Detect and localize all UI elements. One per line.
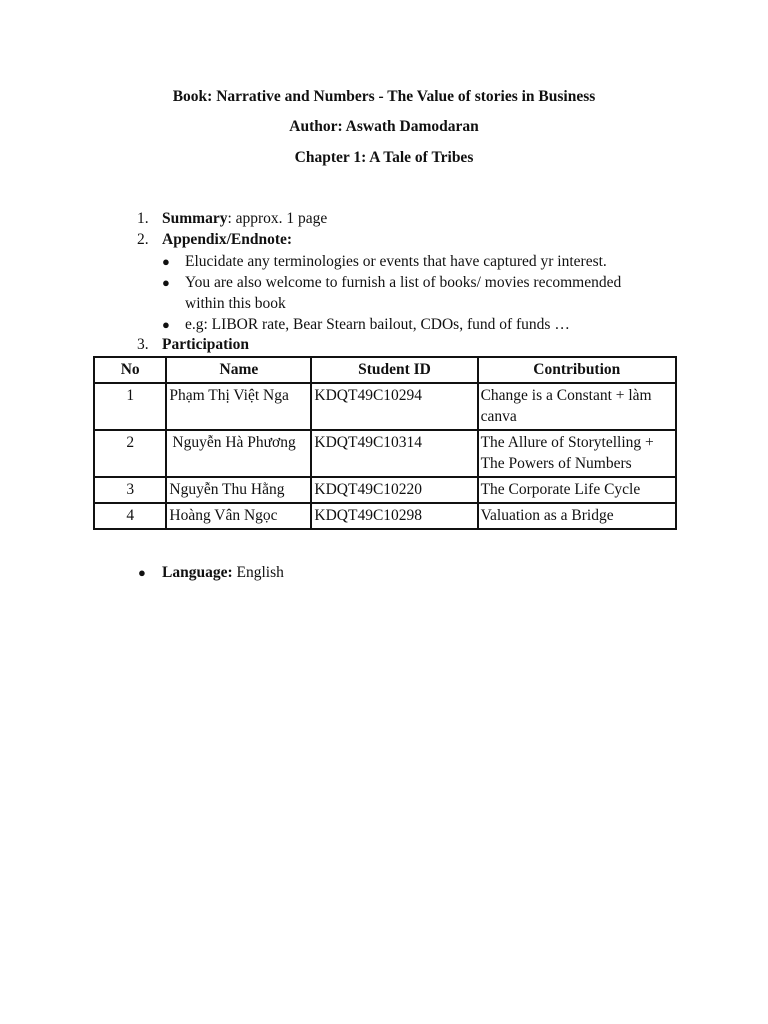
list-number: 3. [137, 336, 149, 353]
author-line: Author: Aswath Damodaran [289, 118, 479, 135]
bullet-item [162, 314, 662, 335]
header-name: Name [166, 357, 311, 383]
bullet-dot-icon: ● [162, 317, 170, 332]
list-item-participation [137, 335, 249, 355]
header-student-id: Student ID [311, 357, 477, 383]
bullet-text: e.g: LIBOR rate, Bear Stearn bailout, CDOs, fund of funds … [185, 316, 570, 333]
header-contribution: Contribution [478, 357, 676, 383]
table-row [94, 430, 676, 477]
table-header-row [94, 357, 676, 383]
table-row [94, 383, 676, 430]
cell-contribution: The Allure of Storytelling + The Powers of Numbers [478, 430, 676, 477]
summary-label: Summary [162, 210, 228, 227]
cell-name: Nguyễn Thu Hằng [166, 477, 311, 503]
participation-table [93, 356, 677, 530]
table-row [94, 503, 676, 529]
summary-text: : approx. 1 page [227, 210, 328, 227]
language-label: Language: [162, 564, 233, 581]
list-item-summary [137, 209, 327, 229]
bullet-item [162, 251, 662, 272]
list-item-appendix [137, 230, 292, 250]
cell-no: 1 [94, 383, 166, 430]
cell-no: 4 [94, 503, 166, 529]
cell-contribution: The Corporate Life Cycle [478, 477, 676, 503]
cell-student-id: KDQT49C10294 [311, 383, 477, 430]
book-title: Book: Narrative and Numbers - The Value of stories in Business [172, 88, 596, 105]
cell-contribution: Valuation as a Bridge [478, 503, 676, 529]
cell-no: 2 [94, 430, 166, 477]
cell-no: 3 [94, 477, 166, 503]
list-number: 2. [137, 231, 149, 248]
bullet-dot-icon: ● [162, 254, 170, 269]
participation-label: Participation [162, 336, 249, 353]
table-row [94, 477, 676, 503]
cell-name: Phạm Thị Việt Nga [166, 383, 311, 430]
cell-contribution: Change is a Constant + làm canva [478, 383, 676, 430]
bullet-dot-icon: ● [138, 565, 146, 580]
bullet-dot-icon: ● [162, 275, 170, 290]
bullet-text: Elucidate any terminologies or events that have captured yr interest. [185, 253, 607, 270]
bullet-item [162, 272, 642, 314]
cell-student-id: KDQT49C10220 [311, 477, 477, 503]
language-line [138, 562, 284, 583]
cell-name: Nguyễn Hà Phương [166, 430, 311, 477]
list-number: 1. [137, 210, 149, 227]
cell-student-id: KDQT49C10298 [311, 503, 477, 529]
cell-student-id: KDQT49C10314 [311, 430, 477, 477]
appendix-label: Appendix/Endnote: [162, 231, 293, 248]
language-value: English [232, 564, 284, 581]
chapter-title: Chapter 1: A Tale of Tribes [294, 149, 474, 166]
header-no: No [94, 357, 166, 383]
bullet-text: You are also welcome to furnish a list of books/ movies recommended within this book [185, 274, 622, 312]
cell-name: Hoàng Vân Ngọc [166, 503, 311, 529]
